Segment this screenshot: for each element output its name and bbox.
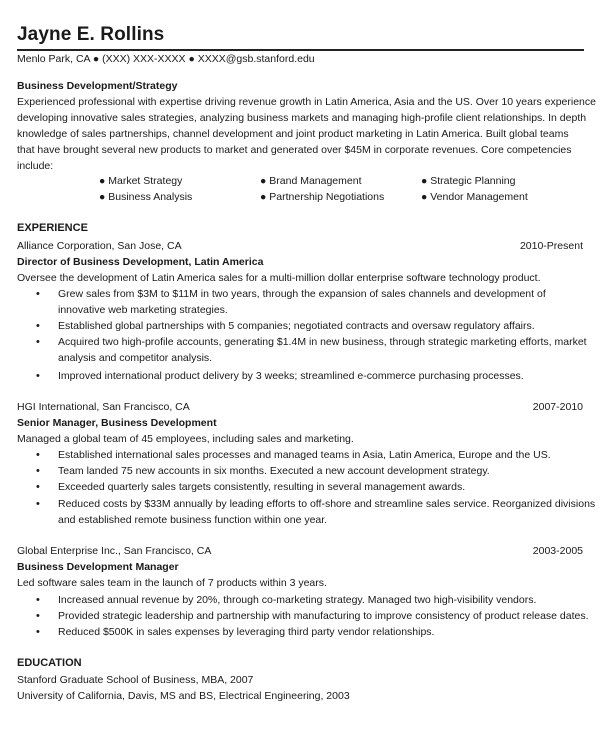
- bullet-point: •: [36, 610, 40, 622]
- summary-line: include:: [17, 160, 54, 172]
- job-bullet-text: Increased annual revenue by 20%, through co-marketing strategy. Managed two high-visibility vendors.: [58, 594, 537, 606]
- job-bullet-text: Established international sales processes and managed teams in Asia, Latin America, Europe and the US.: [58, 449, 551, 461]
- education-entry: Stanford Graduate School of Business, MBA, 2007: [17, 674, 254, 686]
- bullet-point: •: [36, 370, 40, 382]
- bullet-point: •: [36, 481, 40, 493]
- competency-item: ● Market Strategy: [99, 175, 183, 187]
- summary-title: Business Development/Strategy: [17, 80, 178, 92]
- job-bullet-text: Improved international product delivery by 3 weeks; streamlined e-commerce purchasing processes.: [58, 370, 524, 382]
- competency-item: ● Strategic Planning: [421, 175, 516, 187]
- job-description: Led software sales team in the launch of 7 products within 3 years.: [17, 577, 327, 589]
- job-title: Senior Manager, Business Development: [17, 417, 217, 429]
- bullet-point: •: [36, 288, 40, 300]
- job-bullet-text: innovative web marketing strategies.: [58, 304, 228, 316]
- job-company: Global Enterprise Inc., San Francisco, CA: [17, 545, 212, 557]
- bullet-point: •: [36, 449, 40, 461]
- job-company: HGI International, San Francisco, CA: [17, 401, 190, 413]
- job-dates: 2010-Present: [519, 240, 583, 252]
- job-title: Director of Business Development, Latin America: [17, 256, 264, 268]
- job-dates: 2007-2010: [532, 401, 583, 413]
- job-description: Managed a global team of 45 employees, including sales and marketing.: [17, 433, 354, 445]
- summary-line: knowledge of sales partnerships, channel development and joint product marketing in Latin America. Built global teams: [17, 128, 569, 140]
- experience-heading: EXPERIENCE: [17, 222, 88, 234]
- job-bullet-text: analysis and competitor analysis.: [58, 352, 213, 364]
- job-title: Business Development Manager: [17, 561, 179, 573]
- contact-line: Menlo Park, CA ● (XXX) XXX-XXXX ● XXXX@gsb.stanford.edu: [17, 53, 315, 65]
- job-dates: 2003-2005: [532, 545, 583, 557]
- bullet-point: •: [36, 594, 40, 606]
- job-bullet-text: Exceeded quarterly sales targets consistently, resulting in several management awards.: [58, 481, 466, 493]
- job-bullet-text: and established remote business function within one year.: [58, 514, 328, 526]
- competency-item: ● Vendor Management: [421, 191, 528, 203]
- job-bullet-text: Provided strategic leadership and partnership with manufacturing to improve consistency of product release dates.: [58, 610, 589, 622]
- job-company: Alliance Corporation, San Jose, CA: [17, 240, 182, 252]
- bullet-point: •: [36, 336, 40, 348]
- header-divider: [17, 49, 584, 51]
- education-heading: EDUCATION: [17, 657, 82, 669]
- bullet-point: •: [36, 465, 40, 477]
- job-bullet-text: Reduced $500K in sales expenses by leveraging third party vendor relationships.: [58, 626, 435, 638]
- summary-line: developing innovative sales strategies, analyzing business markets and managing high-profile client relationships. In depth: [17, 112, 587, 124]
- job-bullet-text: Team landed 75 new accounts in six months. Executed a new account development strategy.: [58, 465, 490, 477]
- summary-line: Experienced professional with expertise driving revenue growth in Latin America, Asia and the US. Over 10 years experience: [17, 96, 596, 108]
- bullet-point: •: [36, 320, 40, 332]
- competency-item: ● Brand Management: [260, 175, 362, 187]
- competency-item: ● Partnership Negotiations: [260, 191, 385, 203]
- competency-item: ● Business Analysis: [99, 191, 193, 203]
- bullet-point: •: [36, 498, 40, 510]
- job-bullet-text: Acquired two high-profile accounts, generating $1.4M in new business, through strategic marketing efforts, market: [58, 336, 587, 348]
- candidate-name: Jayne E. Rollins: [17, 24, 165, 45]
- bullet-point: •: [36, 626, 40, 638]
- job-bullet-text: Grew sales from $3M to $11M in two years, through the expansion of sales channels and development of: [58, 288, 546, 300]
- summary-line: that have brought several new products to market and generated over $45M in corporate revenues. Core competencies: [17, 144, 572, 156]
- job-bullet-text: Established global partnerships with 5 companies; negotiated contracts and oversaw regulatory affairs.: [58, 320, 535, 332]
- job-description: Oversee the development of Latin America sales for a multi-million dollar enterprise software technology product.: [17, 272, 541, 284]
- education-entry: University of California, Davis, MS and BS, Electrical Engineering, 2003: [17, 690, 350, 702]
- job-bullet-text: Reduced costs by $33M annually by leading efforts to off-shore and streamline sales service. Reorganized divisions: [58, 498, 596, 510]
